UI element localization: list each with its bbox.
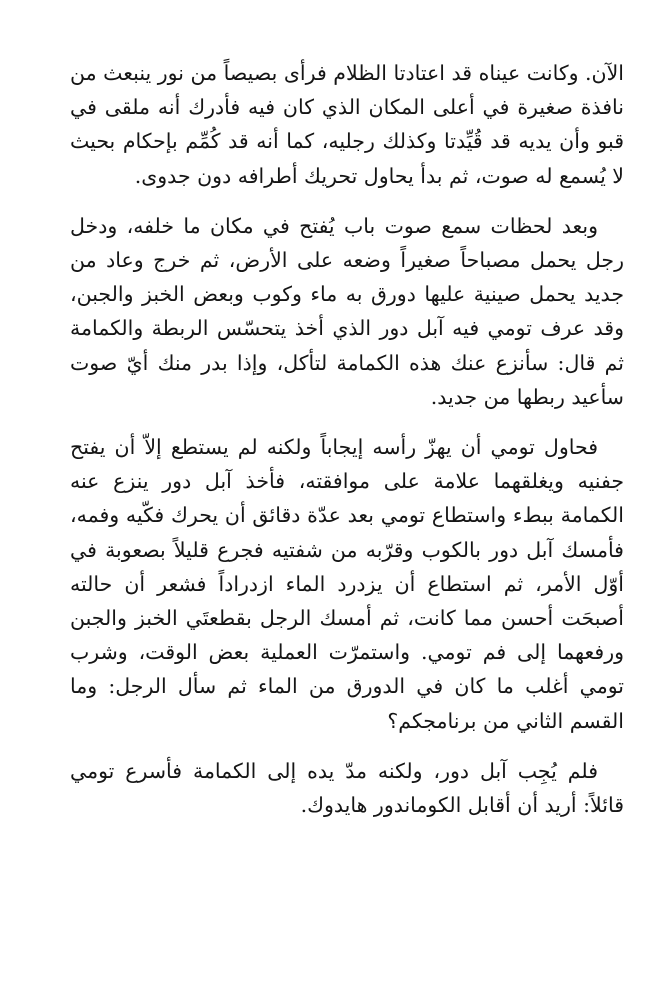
paragraph-2: وبعد لحظات سمع صوت باب يُفتح في مكان ما خلفه، ودخل رجل يحمل مصباحاً صغيراً وضعه على الأرض، ثم خرج وعاد من جديد يحمل صينية عليها دورق به ماء وكوب وبعض الخبز والجبن، وقد عرف تومي فيه آبل دور الذي أخذ يتحسّس الربطة والكمامة ثم قال: سأنزع عنك هذه الكمامة لتأكل، وإذا بدر منك أيّ صوت سأعيد ربطها من جديد. — [70, 213, 624, 409]
paragraph-3: فحاول تومي أن يهزّ رأسه إيجاباً ولكنه لم يستطع إلاّ أن يفتح جفنيه ويغلقهما علامة على موافقته، فأخذ آبل دور ينزع عنه الكمامة ببطء واستطاع تومي بعد عدّة دقائق أن يحرك فكّيه وفمه، فأمسك آبل دور بالكوب وقرّبه من شفتيه فجرع قليلاً بصعوبة في أوّل الأمر، ثم استطاع أن يزدرد الماء ازدراداً فشعر أن حالته أصبحَت أحسن مما كانت، ثم أمسك الرجل بقطعتَي الخبز والجبن ورفعهما إلى فم تومي. واستمرّت العملية بعض الوقت، وشرب تومي أغلب ما كان في الدورق من الماء ثم سأل الرجل: وما القسم الثاني من برنامجكم؟ — [70, 435, 624, 733]
book-page-text — [70, 56, 624, 822]
paragraph-1: الآن. وكانت عيناه قد اعتادتا الظلام فرأى بصيصاً من نور ينبعث من نافذة صغيرة في أعلى المكان الذي كان فيه فأدرك أنه ملقى في قبو وأن يديه قد قُيِّدتا وكذلك رجليه، كما أنه قد كُمِّم بإحكام بحيث لا يُسمع له صوت، ثم بدأ يحاول تحريك أطرافه دون جدوى. — [70, 61, 624, 188]
paragraph-4: فلم يُجِب آبل دور، ولكنه مدّ يده إلى الكمامة فأسرع تومي قائلاً: أريد أن أقابل الكوماندور هايدوك. — [70, 758, 624, 818]
